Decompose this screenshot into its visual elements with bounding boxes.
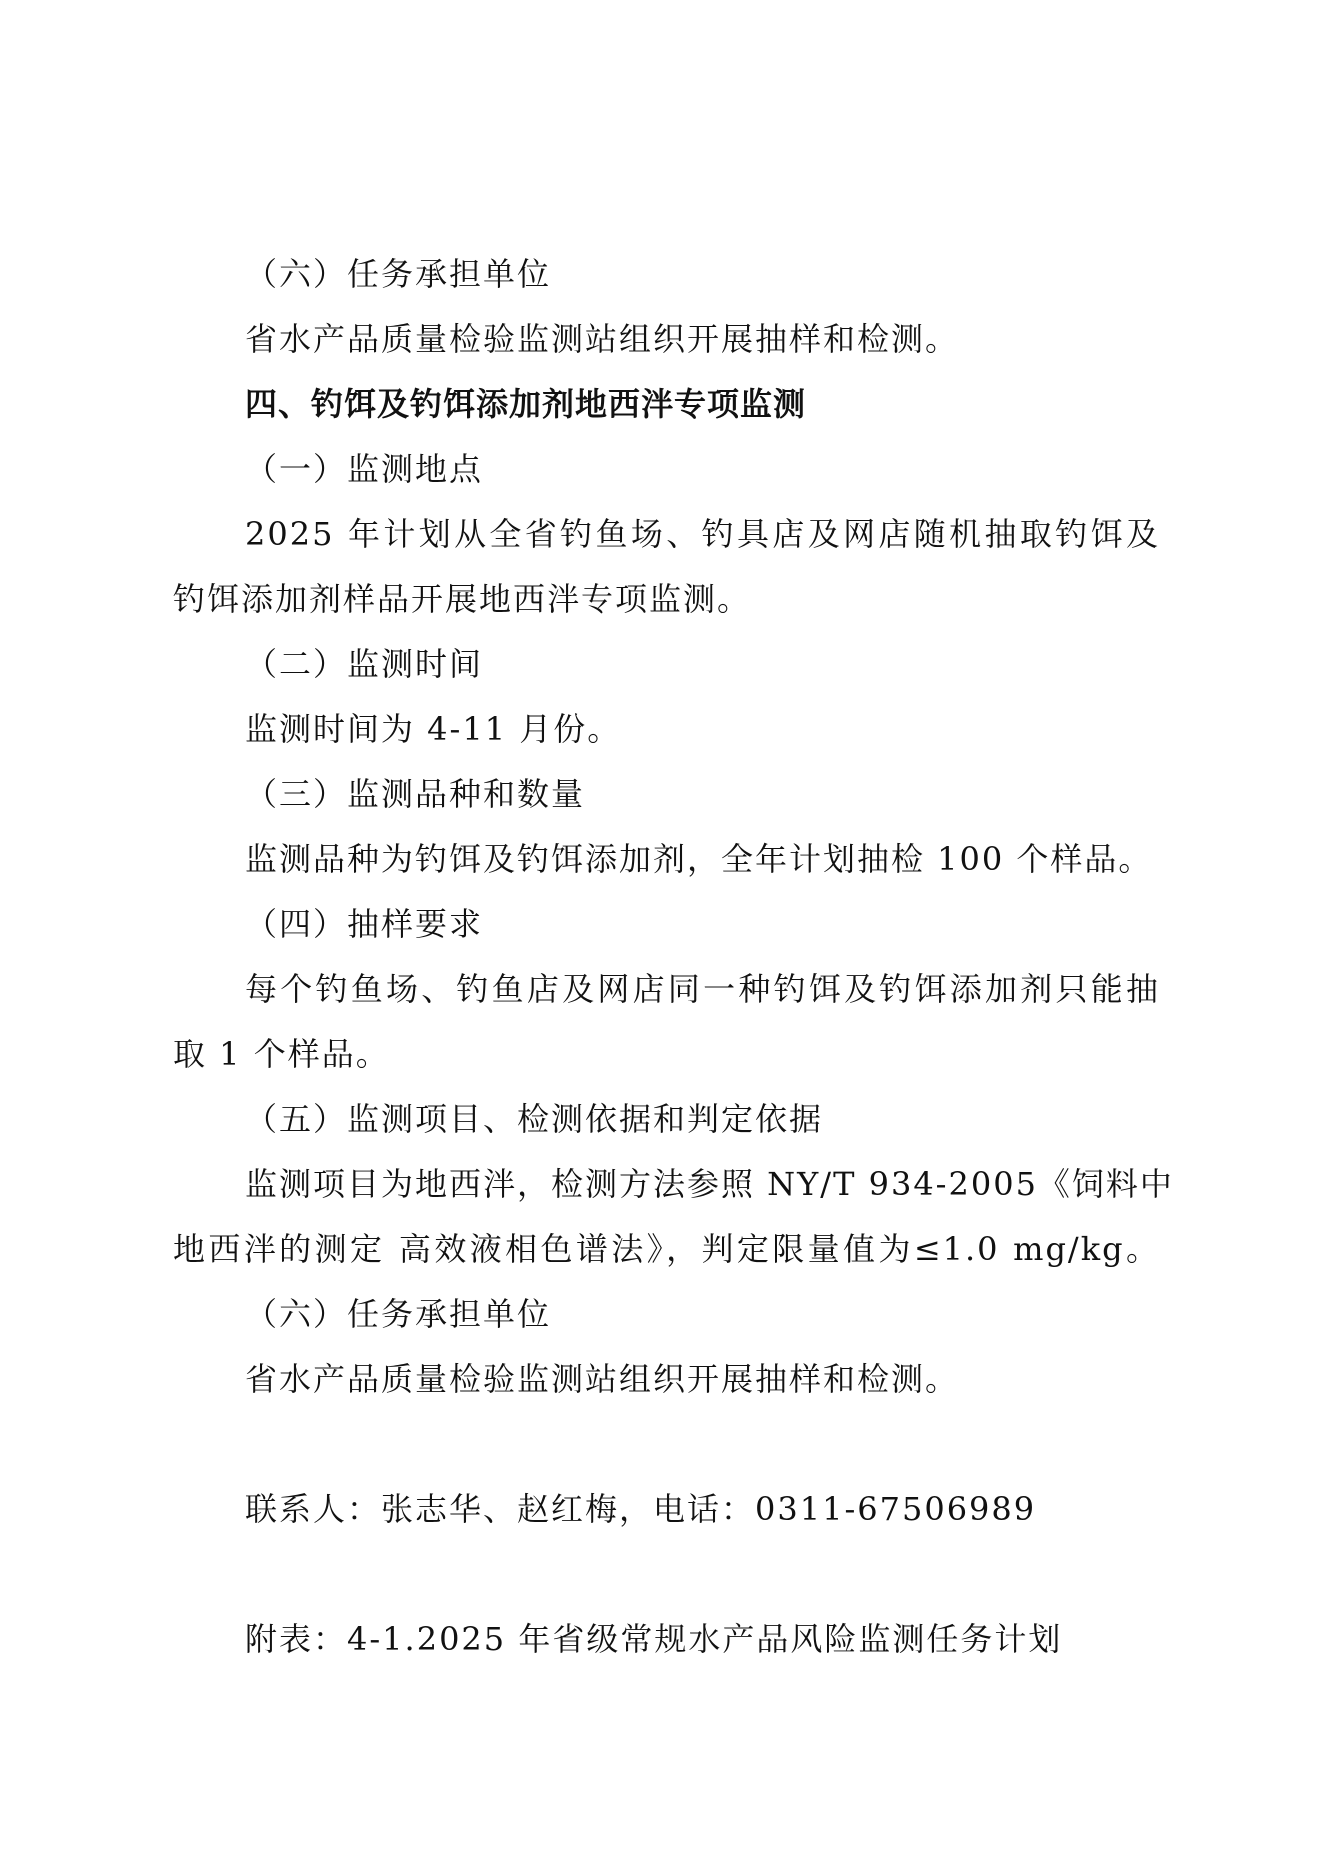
item3-body: 监测品种为钓饵及钓饵添加剂，全年计划抽检 100 个样品。	[245, 840, 1153, 878]
item4-body-line2: 取 1 个样品。	[173, 1035, 390, 1073]
sec3-item6-body: 省水产品质量检验监测站组织开展抽样和检测。	[245, 320, 960, 358]
item6-title: （六）任务承担单位	[245, 1295, 552, 1333]
item2-title: （二）监测时间	[245, 645, 484, 683]
item6-body: 省水产品质量检验监测站组织开展抽样和检测。	[245, 1360, 960, 1398]
sec3-item6-title: （六）任务承担单位	[245, 255, 552, 293]
item5-body-line1: 监测项目为地西泮，检测方法参照 NY/T 934-2005《饲料中	[245, 1165, 1174, 1203]
section-4-heading: 四、钓饵及钓饵添加剂地西泮专项监测	[245, 385, 807, 423]
attachment-line: 附表：4-1.2025 年省级常规水产品风险监测任务计划	[245, 1620, 1063, 1658]
item2-body: 监测时间为 4-11 月份。	[245, 710, 622, 748]
item5-body-line2: 地西泮的测定 高效液相色谱法》，判定限量值为≤1.0 mg/kg。	[173, 1230, 1160, 1268]
item1-body-line2: 钓饵添加剂样品开展地西泮专项监测。	[173, 580, 752, 618]
item3-title: （三）监测品种和数量	[245, 775, 586, 813]
item1-title: （一）监测地点	[245, 450, 484, 488]
item4-title: （四）抽样要求	[245, 905, 484, 943]
item4-body-line1: 每个钓鱼场、钓鱼店及网店同一种钓饵及钓饵添加剂只能抽	[245, 970, 1160, 1008]
contact-line: 联系人：张志华、赵红梅，电话：0311-67506989	[245, 1490, 1037, 1528]
item5-title: （五）监测项目、检测依据和判定依据	[245, 1100, 824, 1138]
item1-body-line1: 2025 年计划从全省钓鱼场、钓具店及网店随机抽取钓饵及	[245, 515, 1160, 553]
